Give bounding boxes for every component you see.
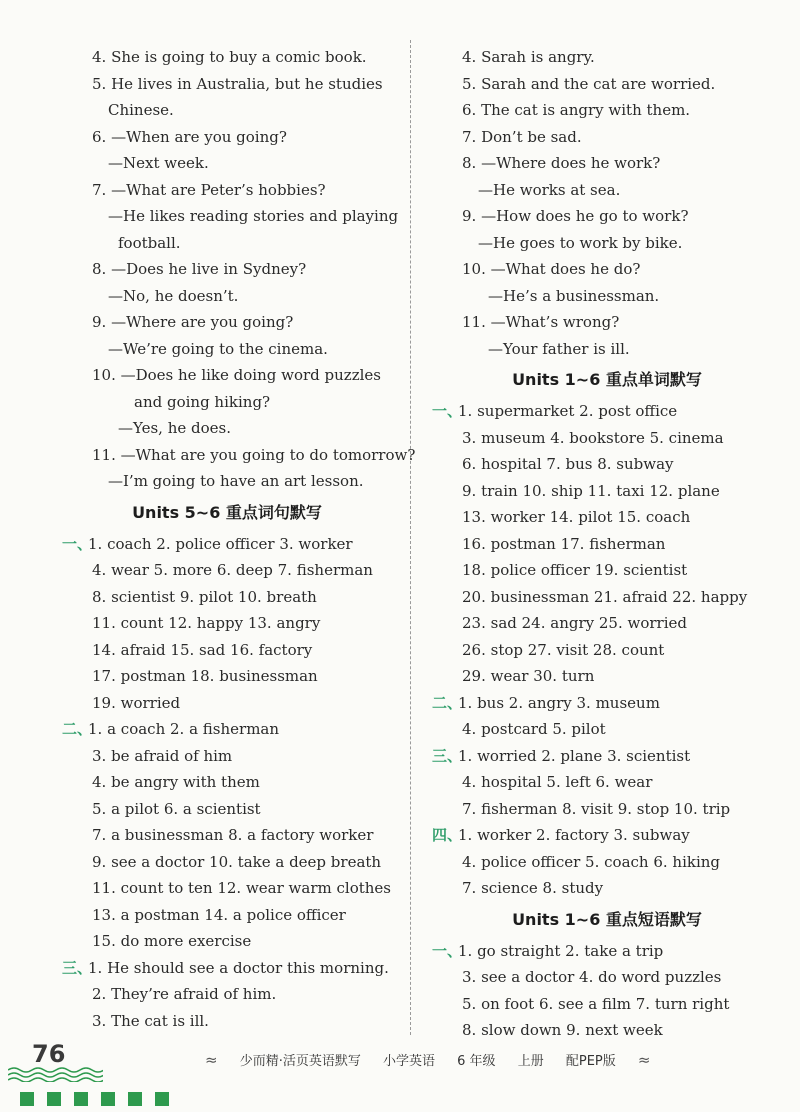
- answer-line: 11. count 12. happy 13. angry: [92, 614, 321, 632]
- answer-line: 18. police officer 19. scientist: [462, 561, 688, 579]
- answer-line: 3. museum 4. bookstore 5. cinema: [462, 428, 724, 447]
- answer-line: 8. slow down 9. next week: [462, 1021, 663, 1039]
- answer-line: 11. count to ten 12. wear warm clothes: [92, 879, 391, 897]
- edition-label: 配PEP版: [565, 1054, 616, 1069]
- volume-label: 上册: [517, 1054, 544, 1069]
- answer-line: 14. afraid 15. sad 16. factory: [92, 640, 313, 659]
- answer-line: and going hiking?: [134, 392, 271, 411]
- section-mark: 一、: [62, 534, 93, 553]
- answer-text: 1. worker 2. factory 3. subway: [458, 826, 690, 844]
- answer-text: 1. go straight 2. take a trip: [458, 941, 664, 960]
- answer-line: 6. —When are you going?: [92, 127, 287, 146]
- section-mark: 一、: [432, 402, 463, 420]
- answer-line: 13. worker 14. pilot 15. coach: [462, 508, 691, 526]
- answer-line: 11. —What are you going to do tomorrow?: [92, 445, 416, 464]
- answer-line: football.: [118, 233, 181, 252]
- answer-line: 4. hospital 5. left 6. wear: [462, 773, 653, 791]
- answer-text: 1. coach 2. police officer 3. worker: [88, 534, 353, 553]
- answer-line: Chinese.: [108, 101, 174, 119]
- answer-line: [432, 690, 782, 717]
- answer-line: 5. He lives in Australia, but he studies: [92, 74, 383, 93]
- answer-line: [62, 955, 392, 982]
- series-title: 少而精·活页英语默写: [239, 1054, 361, 1069]
- answer-line: 8. —Where does he work?: [462, 154, 661, 172]
- square-icon: [47, 1092, 61, 1106]
- answer-line: —He’s a businessman.: [488, 286, 660, 305]
- answer-line: 8. scientist 9. pilot 10. breath: [92, 587, 317, 606]
- answer-line: [432, 743, 782, 770]
- answer-line: 20. businessman 21. afraid 22. happy: [462, 587, 748, 606]
- answer-line: 15. do more exercise: [92, 932, 252, 950]
- section-mark: 三、: [62, 958, 93, 977]
- answer-line: 10. —What does he do?: [462, 260, 641, 278]
- answer-text: 1. He should see a doctor this morning.: [88, 958, 389, 977]
- section-mark: 二、: [432, 693, 463, 712]
- wave-decoration-icon: [8, 1066, 103, 1082]
- answer-line: 7. a businessman 8. a factory worker: [92, 826, 374, 844]
- page-number: 76: [32, 1040, 66, 1068]
- answer-line: 6. hospital 7. bus 8. subway: [462, 455, 674, 473]
- answer-text: 1. worried 2. plane 3. scientist: [458, 746, 691, 765]
- answer-line: 17. postman 18. businessman: [92, 667, 318, 685]
- answer-line: [62, 716, 392, 743]
- square-icon: [155, 1092, 169, 1106]
- tilde-icon: ≈: [637, 1051, 651, 1069]
- answer-line: 9. train 10. ship 11. taxi 12. plane: [462, 481, 720, 500]
- answer-line: 2. They’re afraid of him.: [92, 985, 277, 1003]
- right-column: [432, 44, 782, 1044]
- answer-line: 8. —Does he live in Sydney?: [92, 260, 307, 278]
- answer-line: 13. a postman 14. a police officer: [92, 905, 346, 924]
- column-divider: [410, 40, 411, 1035]
- answer-line: 7. fisherman 8. visit 9. stop 10. trip: [462, 799, 731, 818]
- answer-line: 3. see a doctor 4. do word puzzles: [462, 968, 722, 986]
- answer-line: —No, he doesn’t.: [108, 286, 239, 305]
- answer-line: 16. postman 17. fisherman: [462, 534, 666, 553]
- answer-line: 6. The cat is angry with them.: [462, 101, 691, 119]
- answer-line: 4. police officer 5. coach 6. hiking: [462, 852, 721, 871]
- answer-line: 23. sad 24. angry 25. worried: [462, 614, 687, 632]
- answer-text: 1. bus 2. angry 3. museum: [458, 693, 660, 712]
- square-decoration: [20, 1092, 169, 1106]
- answer-line: —I’m going to have an art lesson.: [108, 472, 364, 490]
- section-heading: Units 1~6 重点单词默写: [512, 370, 702, 389]
- answer-line: 3. be afraid of him: [92, 746, 233, 765]
- answer-line: 7. science 8. study: [462, 879, 604, 897]
- answer-line: —He goes to work by bike.: [478, 233, 683, 252]
- answer-line: 4. be angry with them: [92, 773, 260, 791]
- square-icon: [20, 1092, 34, 1106]
- answer-line: 9. —How does he go to work?: [462, 207, 689, 225]
- answer-line: —We’re going to the cinema.: [108, 339, 328, 358]
- left-column: [62, 44, 416, 1034]
- answer-line: [432, 822, 782, 849]
- grade-label: 6 年级: [457, 1054, 496, 1069]
- answer-line: 4. She is going to buy a comic book.: [92, 48, 367, 66]
- answer-line: 4. postcard 5. pilot: [462, 720, 606, 738]
- answer-line: 29. wear 30. turn: [462, 667, 595, 685]
- answer-line: —He likes reading stories and playing: [108, 207, 399, 225]
- answer-line: —Next week.: [108, 154, 209, 172]
- answer-text: 1. a coach 2. a fisherman: [88, 720, 280, 738]
- answer-line: 19. worried: [92, 693, 181, 712]
- section-mark: 三、: [432, 746, 463, 765]
- answer-line: 5. Sarah and the cat are worried.: [462, 74, 716, 93]
- section-heading: Units 5~6 重点词句默写: [132, 502, 322, 522]
- answer-line: 7. Don’t be sad.: [462, 127, 582, 146]
- answer-line: 10. —Does he like doing word puzzles: [92, 366, 381, 384]
- answer-line: 7. —What are Peter’s hobbies?: [92, 180, 326, 199]
- answer-line: 3. The cat is ill.: [92, 1011, 209, 1030]
- footer-info: [205, 1050, 668, 1069]
- answer-line: [62, 531, 392, 558]
- section-heading: Units 1~6 重点短语默写: [512, 909, 702, 929]
- answer-line: 26. stop 27. visit 28. count: [462, 640, 665, 659]
- section-mark: 二、: [62, 720, 93, 738]
- subject-label: 小学英语: [383, 1054, 436, 1069]
- answer-line: 5. on foot 6. see a film 7. turn right: [462, 994, 730, 1013]
- answer-line: —Your father is ill.: [488, 339, 630, 358]
- answer-line: 11. —What’s wrong?: [462, 313, 620, 331]
- square-icon: [128, 1092, 142, 1106]
- answer-text: 1. supermarket 2. post office: [458, 402, 678, 420]
- square-icon: [74, 1092, 88, 1106]
- tilde-icon: ≈: [205, 1051, 218, 1069]
- answer-line: 9. —Where are you going?: [92, 313, 294, 331]
- section-mark: 一、: [432, 941, 463, 960]
- square-icon: [101, 1092, 115, 1106]
- answer-line: [432, 938, 782, 965]
- answer-line: —Yes, he does.: [118, 419, 231, 437]
- answer-line: 9. see a doctor 10. take a deep breath: [92, 852, 382, 871]
- answer-line: 4. Sarah is angry.: [462, 48, 595, 66]
- answer-line: —He works at sea.: [478, 180, 621, 199]
- answer-line: [432, 398, 782, 425]
- section-mark: 四、: [432, 826, 463, 844]
- answer-line: 4. wear 5. more 6. deep 7. fisherman: [92, 561, 373, 579]
- answer-line: 5. a pilot 6. a scientist: [92, 799, 261, 818]
